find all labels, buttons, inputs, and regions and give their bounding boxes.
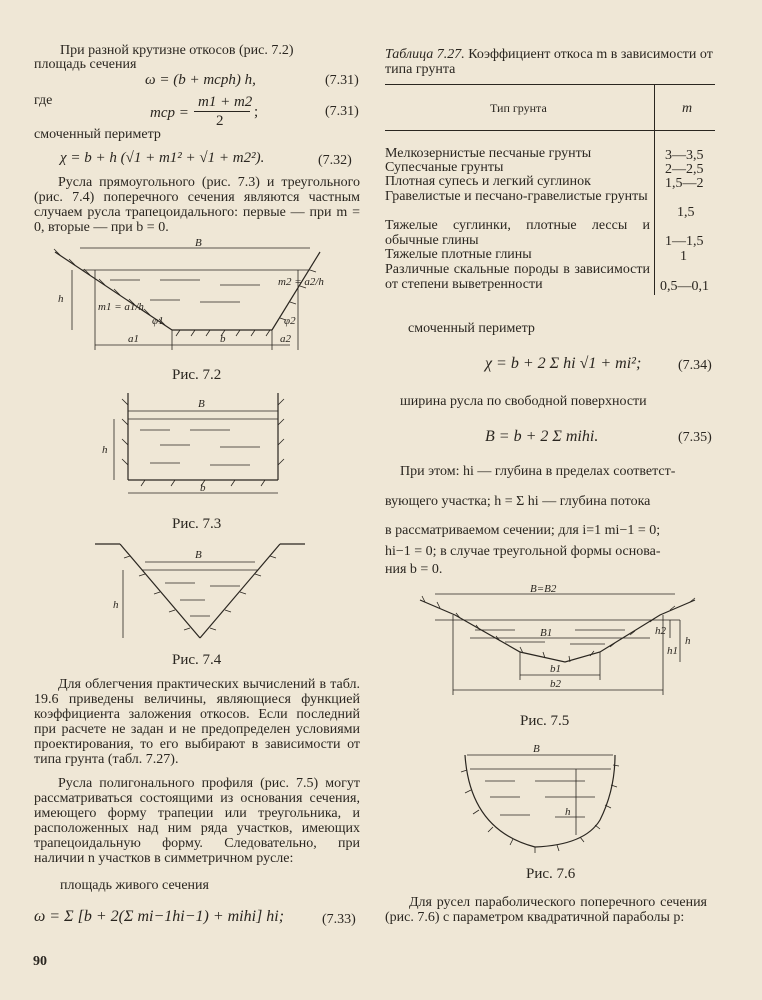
eqno-7-31b: (7.31) <box>325 104 359 119</box>
table-row: Тяжелые суглинки, плотные лессы и обычные глины <box>385 218 650 248</box>
table-top-rule <box>385 84 715 85</box>
label-B2: B=B2 <box>530 583 557 595</box>
eqno-7-35: (7.35) <box>678 430 712 445</box>
table-cell-m: 3—3,5 <box>665 148 704 163</box>
caption-fig-7-4: Рис. 7.4 <box>172 652 222 668</box>
table-cell-m: 2—2,5 <box>665 162 704 177</box>
label-b: b <box>200 482 206 494</box>
table-title-prefix: Таблица 7.27. <box>385 47 465 62</box>
wetted-perimeter-label: смоченный периметр <box>34 127 161 142</box>
label-B1: B1 <box>540 627 553 639</box>
label-B: B <box>533 743 540 755</box>
table-cell-m: 1—1,5 <box>665 234 704 249</box>
para-rect-triangle: Русла прямоугольного (рис. 7.3) и треугольного (рис. 7.4) поперечного сечения являются частным случаем русла трапецоидального: первые — при m = 0, вторые — при b = 0. <box>34 175 360 235</box>
where-label: где <box>34 93 53 108</box>
para-where-5: ния b = 0. <box>385 562 443 577</box>
formula-7-32: χ = b + h (√1 + m1² + √1 + m2²). <box>60 150 265 166</box>
label-B: B <box>198 398 205 410</box>
label-h: h <box>102 444 108 456</box>
figure-7-2 <box>40 237 340 365</box>
label-h2: h2 <box>655 625 666 637</box>
table-cell-m: 1 <box>680 249 687 264</box>
hatch-right <box>272 252 320 330</box>
label-b2: b2 <box>550 678 561 690</box>
para-slopes-line1: При разной крутизне откосов (рис. 7.2) <box>60 43 294 58</box>
table-cell-m: 1,5 <box>677 205 695 220</box>
table-row: Мелкозернистые песчаные грунты <box>385 146 592 161</box>
eqno-7-32: (7.32) <box>318 153 352 168</box>
label-h: h <box>685 635 691 647</box>
table-row: Супесчаные грунты <box>385 160 504 175</box>
formula-mcp-den: 2 <box>216 113 224 129</box>
formula-7-31-area: ω = (b + mсрh) h, <box>145 72 256 88</box>
table-row: Плотная супесь и легкий суглинок <box>385 174 591 189</box>
para-parabolic: Для русел параболического поперечного сечения (рис. 7.6) с параметром квадратичной параболы p: <box>385 895 707 925</box>
para-where-1: При этом: hi — глубина в пределах соответст- <box>400 464 676 479</box>
label-h: h <box>58 293 64 305</box>
area-label: площадь живого сечения <box>60 878 209 893</box>
table-header-rule <box>385 130 715 131</box>
label-h: h <box>565 806 571 818</box>
table-row: Тяжелые плотные глины <box>385 247 532 262</box>
label-m2: m2 = a2/h <box>278 276 324 288</box>
table-header-m: m <box>682 101 693 116</box>
para-slopes-line2: площадь сечения <box>34 57 137 72</box>
wetted-perimeter-label: смоченный периметр <box>408 321 535 336</box>
table-header-soil: Тип грунта <box>490 101 547 115</box>
para-calc-aid: Для облегчения практических вычислений в табл. 19.6 приведены величины, являющиеся функцией коэффициента заложения откосов. Если последний при расчете не задан и не предопределен условиями проектирования, то его выбирают в зависимости от типа грунта (табл. 7.27). <box>34 677 360 767</box>
caption-fig-7-5: Рис. 7.5 <box>520 713 570 729</box>
eqno-7-33: (7.33) <box>322 912 356 927</box>
figure-7-4 <box>95 538 315 648</box>
figure-7-3 <box>100 385 300 505</box>
figure-7-5 <box>405 580 715 710</box>
label-a2: a2 <box>280 333 291 345</box>
table-title-text: Коэффициент откоса m в зависимости от типа грунта <box>385 47 713 77</box>
table-cell-m: 1,5—2 <box>665 176 704 191</box>
width-label: ширина русла по свободной поверхности <box>400 394 647 409</box>
formula-mcp-semi: ; <box>254 104 259 120</box>
label-b: b <box>220 333 226 345</box>
formula-7-35: B = b + 2 Σ mihi. <box>485 428 599 445</box>
caption-fig-7-3: Рис. 7.3 <box>172 516 222 532</box>
formula-7-33: ω = Σ [b + 2(Σ mi−1hi−1) + mihi] hi; <box>34 908 285 925</box>
eqno-7-34: (7.34) <box>678 358 712 373</box>
table-col-divider <box>654 85 655 295</box>
label-B: B <box>195 549 202 561</box>
label-m1: m1 = a1/h <box>98 301 144 313</box>
table-row: Гравелистые и песчано-гравелистые грунты <box>385 189 648 204</box>
table-cell-m: 0,5—0,1 <box>660 279 709 294</box>
para-where-3: в рассматриваемом сечении; для i=1 mi−1 = 0; <box>385 523 661 538</box>
label-b1: b1 <box>550 663 561 675</box>
para-where-2: вующего участка; h = Σ hi — глубина потока <box>385 494 651 509</box>
table-title <box>385 47 715 77</box>
label-h1: h1 <box>667 645 678 657</box>
formula-mcp-num: m1 + m2 <box>198 94 253 110</box>
page-number: 90 <box>33 954 47 969</box>
table-row: Различные скальные породы в зависимости от степени выветренности <box>385 262 650 292</box>
label-phi2: φ2 <box>284 315 296 327</box>
label-B: B <box>195 237 202 249</box>
caption-fig-7-2: Рис. 7.2 <box>172 367 222 383</box>
label-phi1: φ1 <box>152 315 164 327</box>
label-h: h <box>113 599 119 611</box>
caption-fig-7-6: Рис. 7.6 <box>526 866 576 882</box>
formula-7-34: χ = b + 2 Σ hi √1 + mi²; <box>485 355 642 372</box>
eqno-7-31a: (7.31) <box>325 73 359 88</box>
label-a1: a1 <box>128 333 139 345</box>
fraction-bar <box>194 111 250 112</box>
formula-mcp-lhs: mср = <box>150 105 189 121</box>
figure-7-6 <box>455 735 655 855</box>
para-polygonal: Русла полигонального профиля (рис. 7.5) могут рассматриваться состоящими из основания сечения, имеющего форму трапеции или треугольника, и расположенных над ним ряда участков, имеющих трапецоидальную форму. Следовательно, при наличии n участков в симметричном русле: <box>34 776 360 866</box>
para-where-4: hi−1 = 0; в случае треугольной формы основа- <box>385 544 661 559</box>
